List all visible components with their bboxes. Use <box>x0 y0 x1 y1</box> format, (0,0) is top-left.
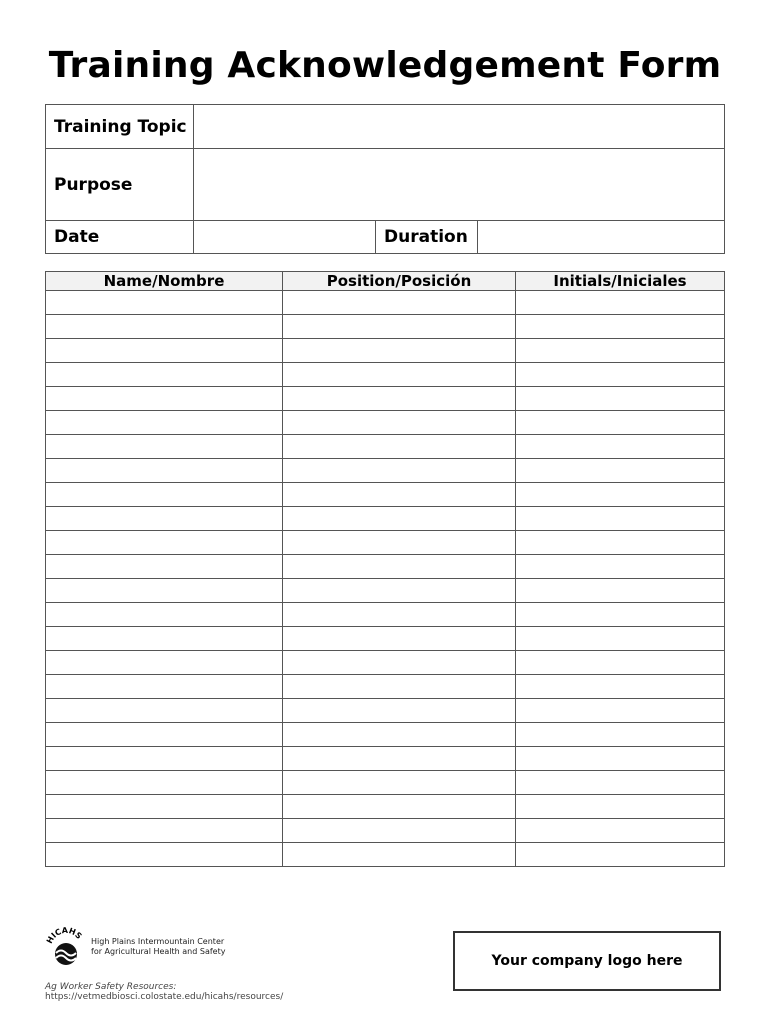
table-row <box>46 723 725 747</box>
company-logo-placeholder: Your company logo here <box>453 931 721 991</box>
name-cell[interactable] <box>46 843 283 867</box>
training-info-table <box>45 104 725 254</box>
position-cell[interactable] <box>283 675 516 699</box>
initials-cell[interactable] <box>516 483 725 507</box>
position-cell[interactable] <box>283 435 516 459</box>
initials-cell[interactable] <box>516 291 725 315</box>
table-row <box>46 627 725 651</box>
table-row <box>46 291 725 315</box>
initials-cell[interactable] <box>516 339 725 363</box>
table-row <box>46 747 725 771</box>
position-cell[interactable] <box>283 747 516 771</box>
initials-cell[interactable] <box>516 579 725 603</box>
position-cell[interactable] <box>283 387 516 411</box>
training-topic-label: Training Topic <box>46 105 194 149</box>
table-row <box>46 699 725 723</box>
name-cell[interactable] <box>46 627 283 651</box>
training-topic-field[interactable] <box>194 105 725 149</box>
initials-cell[interactable] <box>516 435 725 459</box>
name-cell[interactable] <box>46 819 283 843</box>
table-row <box>46 531 725 555</box>
table-row <box>46 507 725 531</box>
resources-label: Ag Worker Safety Resources: <box>45 982 177 992</box>
position-cell[interactable] <box>283 555 516 579</box>
org-name-line1: High Plains Intermountain Center <box>91 937 225 946</box>
duration-field[interactable] <box>478 221 725 254</box>
hicahs-emblem-icon <box>45 926 87 968</box>
date-label: Date <box>46 221 194 254</box>
table-row <box>46 651 725 675</box>
purpose-field[interactable] <box>194 149 725 221</box>
name-cell[interactable] <box>46 435 283 459</box>
name-cell[interactable] <box>46 723 283 747</box>
name-cell[interactable] <box>46 675 283 699</box>
name-cell[interactable] <box>46 699 283 723</box>
name-cell[interactable] <box>46 387 283 411</box>
name-cell[interactable] <box>46 339 283 363</box>
position-cell[interactable] <box>283 579 516 603</box>
initials-cell[interactable] <box>516 411 725 435</box>
name-cell[interactable] <box>46 795 283 819</box>
name-cell[interactable] <box>46 315 283 339</box>
position-cell[interactable] <box>283 819 516 843</box>
table-row <box>46 339 725 363</box>
initials-cell[interactable] <box>516 507 725 531</box>
position-cell[interactable] <box>283 291 516 315</box>
header-initials: Initials/Iniciales <box>516 272 725 291</box>
position-cell[interactable] <box>283 627 516 651</box>
org-name-line2: for Agricultural Health and Safety <box>91 947 226 956</box>
position-cell[interactable] <box>283 603 516 627</box>
purpose-label: Purpose <box>46 149 194 221</box>
position-cell[interactable] <box>283 843 516 867</box>
name-cell[interactable] <box>46 651 283 675</box>
name-cell[interactable] <box>46 459 283 483</box>
initials-cell[interactable] <box>516 795 725 819</box>
name-cell[interactable] <box>46 531 283 555</box>
signin-rows <box>46 291 725 867</box>
initials-cell[interactable] <box>516 843 725 867</box>
name-cell[interactable] <box>46 771 283 795</box>
name-cell[interactable] <box>46 291 283 315</box>
initials-cell[interactable] <box>516 819 725 843</box>
initials-cell[interactable] <box>516 651 725 675</box>
table-row <box>46 555 725 579</box>
initials-cell[interactable] <box>516 459 725 483</box>
table-row <box>46 435 725 459</box>
position-cell[interactable] <box>283 795 516 819</box>
header-position: Position/Posición <box>283 272 516 291</box>
name-cell[interactable] <box>46 411 283 435</box>
table-row <box>46 411 725 435</box>
initials-cell[interactable] <box>516 723 725 747</box>
header-name: Name/Nombre <box>46 272 283 291</box>
table-row <box>46 579 725 603</box>
name-cell[interactable] <box>46 507 283 531</box>
position-cell[interactable] <box>283 771 516 795</box>
table-row <box>46 771 725 795</box>
initials-cell[interactable] <box>516 387 725 411</box>
hicahs-logo <box>45 926 283 968</box>
table-row <box>46 819 725 843</box>
position-cell[interactable] <box>283 363 516 387</box>
position-cell[interactable] <box>283 459 516 483</box>
table-row <box>46 459 725 483</box>
position-cell[interactable] <box>283 531 516 555</box>
svg-text:HICAHS: HICAHS <box>45 926 84 946</box>
initials-cell[interactable] <box>516 771 725 795</box>
date-field[interactable] <box>194 221 376 254</box>
position-cell[interactable] <box>283 507 516 531</box>
initials-cell[interactable] <box>516 315 725 339</box>
position-cell[interactable] <box>283 339 516 363</box>
name-cell[interactable] <box>46 555 283 579</box>
initials-cell[interactable] <box>516 531 725 555</box>
initials-cell[interactable] <box>516 555 725 579</box>
table-row <box>46 795 725 819</box>
name-cell[interactable] <box>46 579 283 603</box>
org-footer <box>45 926 283 1002</box>
table-row <box>46 603 725 627</box>
initials-cell[interactable] <box>516 699 725 723</box>
table-row <box>46 483 725 507</box>
position-cell[interactable] <box>283 411 516 435</box>
position-cell[interactable] <box>283 699 516 723</box>
initials-cell[interactable] <box>516 747 725 771</box>
table-row <box>46 843 725 867</box>
initials-cell[interactable] <box>516 363 725 387</box>
position-cell[interactable] <box>283 723 516 747</box>
initials-cell[interactable] <box>516 627 725 651</box>
name-cell[interactable] <box>46 603 283 627</box>
initials-cell[interactable] <box>516 675 725 699</box>
name-cell[interactable] <box>46 483 283 507</box>
table-row <box>46 363 725 387</box>
position-cell[interactable] <box>283 315 516 339</box>
table-row <box>46 675 725 699</box>
resources-link[interactable]: https://vetmedbiosci.colostate.edu/hicahs/resources/ <box>45 992 284 1002</box>
name-cell[interactable] <box>46 363 283 387</box>
initials-cell[interactable] <box>516 603 725 627</box>
page-title: Training Acknowledgement Form <box>48 45 722 86</box>
position-cell[interactable] <box>283 483 516 507</box>
duration-label: Duration <box>376 221 478 254</box>
table-row <box>46 387 725 411</box>
position-cell[interactable] <box>283 651 516 675</box>
name-cell[interactable] <box>46 747 283 771</box>
signin-table <box>45 271 725 867</box>
table-row <box>46 315 725 339</box>
